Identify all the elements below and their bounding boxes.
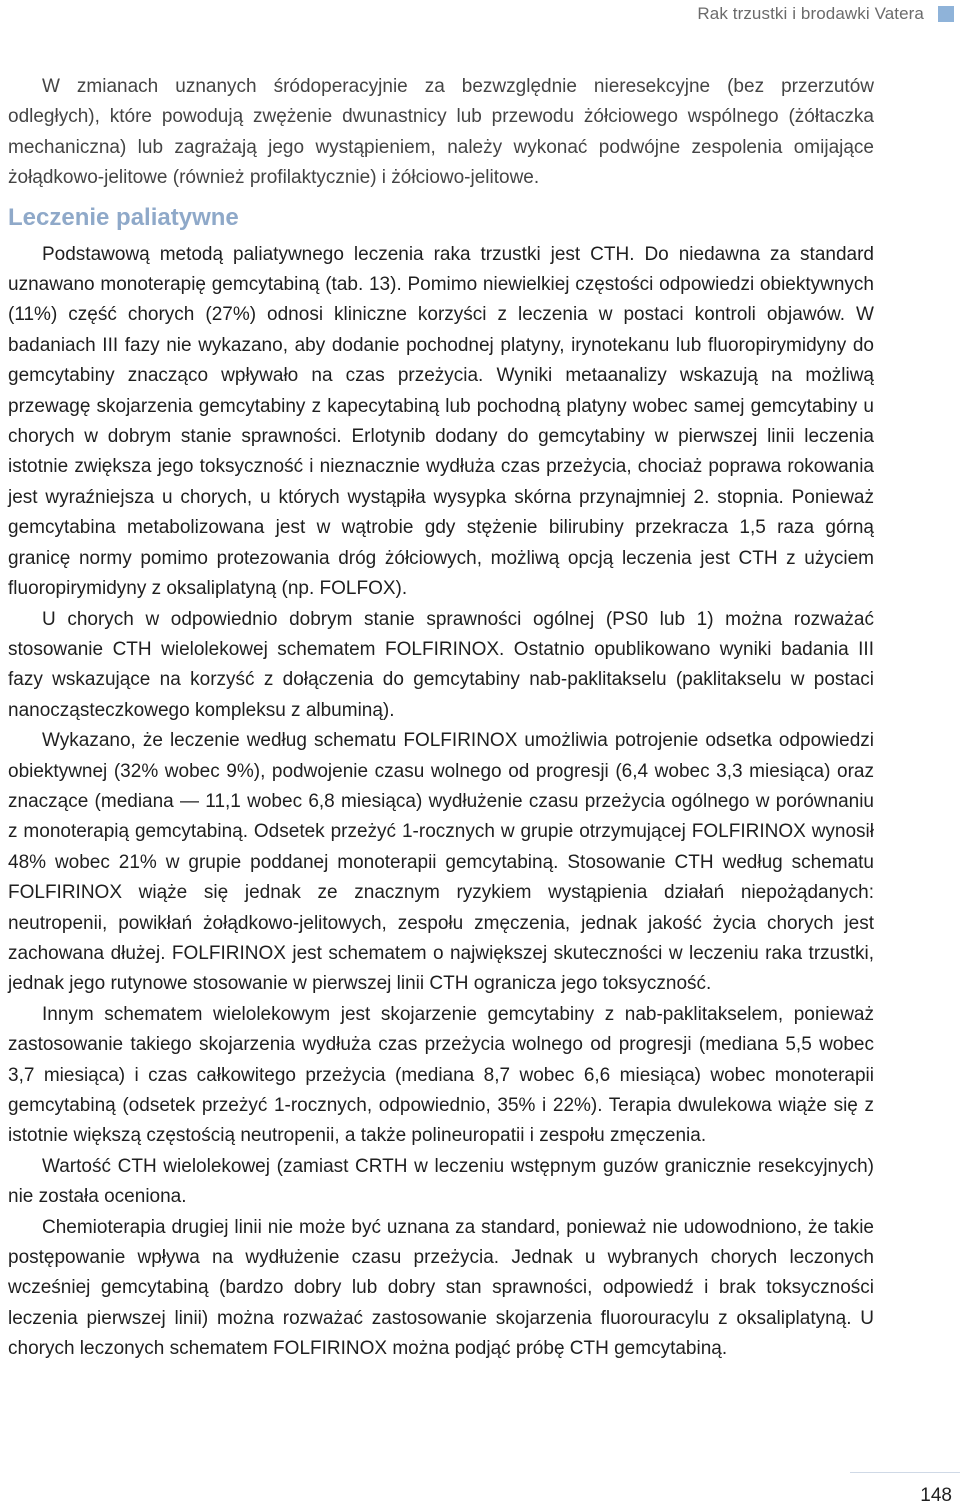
section-heading: Leczenie paliatywne [8, 203, 239, 231]
running-header [697, 4, 954, 24]
header-accent-square [938, 6, 954, 22]
page-number: 148 [920, 1485, 952, 1506]
body-paragraph-4: Innym schematem wielolekowym jest skojarzenie gemcytabiny z nab-paklitakselem, ponieważ zastosowanie takiego skojarzenia wydłuża czas przeżycia wolnego od progresji (mediana 5,5 wobec 3,7 miesiąca) i czas całkowitego przeżycia (mediana 8,7 wobec 6,6 miesiąca) wobec monoterapii gemcytabiną (odsetek przeżyć 1-rocznych, odpowiednio, 35% i 22%). Terapia dwulekowa wiąże się z istotnie większą częstością neutropenii, a także polineuropatii i zespołu zmęczenia. [8, 1003, 874, 1147]
body-paragraph-3: Wykazano, że leczenie według schematu FOLFIRINOX umożliwia potrojenie odsetka odpowiedzi obiektywnej (32% wobec 9%), podwojenie czasu wolnego od progresji (6,4 wobec 3,3 miesiąca) oraz znaczące (mediana — 11,1 wobec 6,8 miesiąca) wydłużenie czasu przeżycia ogólnego w porównaniu z monoterapią gemcytabiną. Odsetek przeżyć 1-rocznych w grupie otrzymującej FOLFIRINOX wynosił 48% wobec 21% w grupie poddanej monoterapii gemcytabiną. Stosowanie CTH według schematu FOLFIRINOX wiąże się jednak ze znacznym ryzykiem wystąpienia działań niepożądanych: neutropenii, powikłań żołądkowo-jelitowych, zespołu zmęczenia, jednak jakość życia chorych jest zachowana dłużej. FOLFIRINOX jest schematem o największej skuteczności w leczeniu raka trzustki, jednak jego rutynowe stosowanie w pierwszej linii CTH ogranicza jego toksyczność. [8, 730, 874, 995]
footer-rule [850, 1472, 960, 1473]
body-paragraph-2: U chorych w odpowiednio dobrym stanie sprawności ogólnej (PS0 lub 1) można rozważać stosowanie CTH wielolekowej schematem FOLFIRINOX. Ostatnio opublikowano wyniki badania III fazy wskazujące na korzyść z dołączenia do gemcytabiny nab-paklitakselu (paklitakselu w postaci nanocząsteczkowego kompleksu z albuminą). [8, 608, 874, 721]
body-paragraph-5: Wartość CTH wielolekowej (zamiast CRTH w leczeniu wstępnym guzów granicznie resekcyjnych) nie została oceniona. [8, 1155, 874, 1208]
running-header-title: Rak trzustki i brodawki Vatera [697, 4, 924, 23]
body-paragraph-1: Podstawową metodą paliatywnego leczenia raka trzustki jest CTH. Do niedawna za standard uznawano monoterapię gemcytabiną (tab. 13). Pomimo niewielkiej częstości odpowiedzi obiektywnych (11%) część chorych (27%) odnosi kliniczne korzyści z leczenia w postaci kontroli objawów. W badaniach III fazy nie wykazano, aby dodanie pochodnej platyny, irynotekanu lub fluoropirymidyny do gemcytabiny znacząco wpływało na czas przeżycia. Wyniki metaanalizy wskazują na możliwą przewagę skojarzenia gemcytabiny z kapecytabiną lub pochodną platyny wobec samej gemcytabiny u chorych w dobrym stanie sprawności. Erlotynib dodany do gemcytabiny w pierwszej linii leczenia istotnie zwiększa jego toksyczność i nieznacznie wydłuża czas przeżycia, chociaż poprawa rokowania jest wyraźniejsza u chorych, u których wystąpiła wysypka skórna przynajmniej 2. stopnia. Ponieważ gemcytabina metabolizowana jest w wątrobie gdy stężenie bilirubiny przekracza 1,5 raza górną granicę normy pomimo protezowania dróg żółciowych, możliwą opcją leczenia jest CTH z użyciem fluoropirymidyny z oksaliplatyną (np. FOLFOX). [8, 243, 874, 600]
intro-paragraph: W zmianach uznanych śródoperacyjnie za bezwzględnie nieresekcyjne (bez przerzutów odległych), które powodują zwężenie dwunastnicy lub przewodu żółciowego wspólnego (żółtaczka mechaniczna) lub zagrażają jego wystąpieniem, należy wykonać podwójne zespolenia omijające żołądkowo-jelitowe (również profilaktycznie) i żółciowo-jelitowe. [8, 76, 874, 189]
body-paragraph-6: Chemioterapia drugiej linii nie może być uznana za standard, ponieważ nie udowodniono, że takie postępowanie wpływa na wydłużenie czasu przeżycia. Jednak u wybranych chorych leczonych wcześniej gemcytabiną (bardzo dobry lub dobry stan sprawności, odpowiedź i brak toksyczności leczenia pierwszej linii) można rozważać zastosowanie skojarzenia fluorouracylu z oksaliplatyną. U chorych leczonych schematem FOLFIRINOX można podjąć próbę CTH gemcytabiną. [8, 1216, 874, 1360]
page-body [8, 72, 874, 1365]
